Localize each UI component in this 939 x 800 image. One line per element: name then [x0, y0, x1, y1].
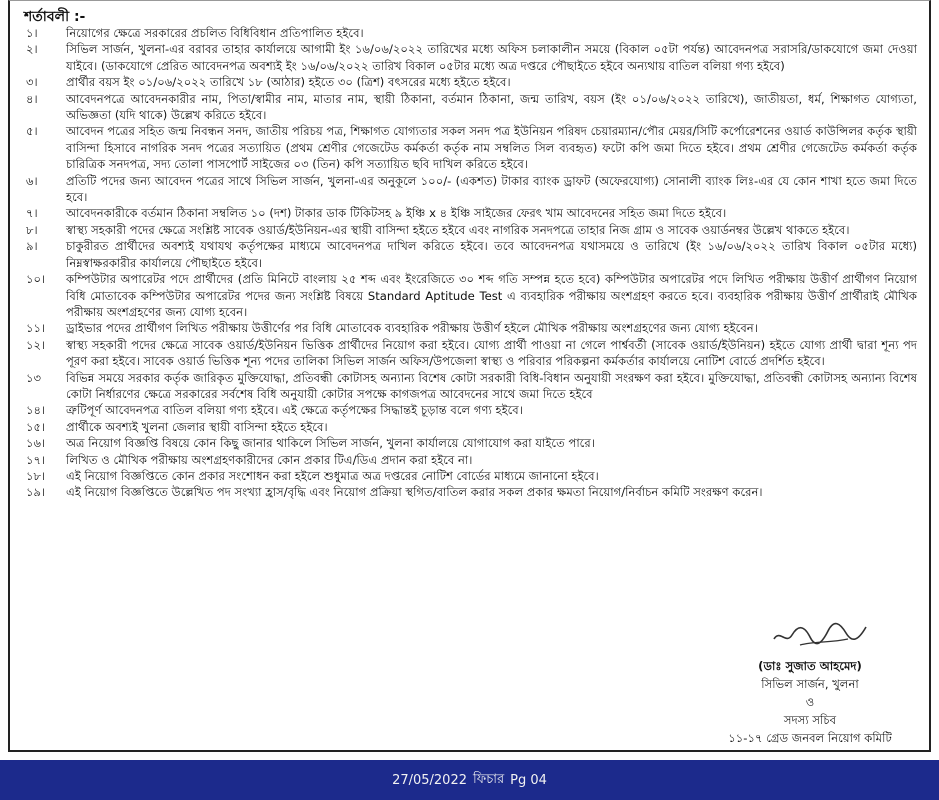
term-text: ত্রুটিপূর্ণ আবেদনপত্র বাতিল বলিয়া গণ্য হইবে। এই ক্ষেত্রে কর্তৃপক্ষের সিদ্ধান্তই চূড়ান্ত বলে গণ্য হইবে। [66, 403, 523, 418]
term-number: ১৬। [26, 436, 46, 451]
term-text: কম্পিউটার অপারেটর পদে প্রার্থীদের (প্রতি মিনিটে বাংলায় ২৫ শব্দ এবং ইংরেজিতে ৩০ শব্দ গতি সম্পন্ন হতে হবে) কম্পিউটার অপারেটর পদে লিখিত পরীক্ষায় উত্তীর্ণ প্রার্থীগণ নিয়োগ বিধি মোতাবেক কম্পিউটার অপারেটর পদের জন্য সংশ্লিষ্ট বিষয়ে Standard Aptitude Test এ ব্যবহারিক পরীক্ষায় অংশগ্রহণ করতে হবে। ব্যবহারিক পরীক্ষায় উত্তীর্ণ প্রার্থীরাই মৌখিক পরীক্ষায় অংশগ্রহণের জন্য যোগ্য হবেন। [66, 272, 918, 319]
term-text: সিভিল সার্জন, খুলনা-এর বরাবর তাহার কার্যালয়ে আগামী ইং ১৬/০৬/২০২২ তারিখের মধ্যে অফিস চলাকালীন সময়ে (বিকাল ০৫টা পর্যন্ত) আবেদনপত্র সরাসরি/ডাকযোগে জমা দেওয়া যাইবে। (ডাকযোগে প্রেরিত আবেদনপত্র অবশ্যই ইং ১৬/০৬/২০২২ তারিখ বিকাল ০৫টার মধ্যে অত্র দপ্তরে পৌছাইতে হইবে অন্যথায় বাতিল বলিয়া গণ্য হইবে) [66, 42, 917, 73]
term-item [10, 370, 929, 403]
term-text: আবেদনপত্রে আবেদনকারীর নাম, পিতা/স্বামীর নাম, মাতার নাম, স্থায়ী ঠিকানা, বর্তমান ঠিকানা, জন্ম তারিখ, বয়স (ইং ০১/০৬/২০২২ তারিখে), জাতীয়তা, ধর্ম, শিক্ষাগত যোগ্যতা, অভিজ্ঞতা (যদি থাকে) উল্লেখ করিতে হইবে। [66, 91, 917, 123]
term-text: এই নিয়োগ বিজ্ঞপ্তিতে উল্লেখিত পদ সংখ্যা হ্রাস/বৃদ্ধি এবং নিয়োগ প্রক্রিয়া স্থগিত/বাতিল করার সকল প্রকার ক্ষমতা নিয়োগ/নির্বাচন কমিটি সংরক্ষণ করেন। [66, 485, 763, 500]
signature-block [700, 657, 920, 747]
term-text: অত্র নিয়োগ বিজ্ঞপ্তি বিষয়ে কোন কিছু জানার থাকিলে সিভিল সার্জন, খুলনা কার্যালয়ে যোগাযোগ করা যাইতে পারে। [66, 436, 595, 451]
term-item [10, 123, 929, 172]
signatory-name: (ডাঃ সুজাত আহমেদ) [758, 659, 862, 673]
term-number: ১৯। [26, 485, 46, 500]
term-item [10, 238, 929, 271]
term-number: ৯। [26, 239, 38, 254]
term-item [10, 435, 929, 451]
term-item [10, 74, 929, 90]
term-number: ৪। [26, 91, 38, 106]
term-text: আবেদন পত্রের সহিত জন্ম নিবন্ধন সনদ, জাতীয় পরিচয় পত্র, শিক্ষাগত যোগ্যতার সকল সনদ পত্র ইউনিয়ন পরিষদ চেয়ারম্যান/পৌর মেয়র/সিটি কর্পোরেশনের ওয়ার্ড কাউন্সিলর কর্তৃক স্থায়ী বাসিন্দা হিসাবে নাগরিক সনদ পত্রের সত্যায়িত (প্রথম শ্রেণীর গেজেটেড কর্মকর্তা কর্তৃক নাম সম্বলিত সিল ব্যবহৃত) ফটো কপি জমা দিতে হইবে। প্রথম শ্রেণীর গেজেটেড কর্মকর্তা কর্তৃক চারিত্রিক সনদপত্র, সদ্য তোলা পাসপোর্ট সাইজের ০৩ (তিন) কপি সত্যায়িত ছবি দাখিল করিতে হইবে। [66, 124, 917, 172]
term-item [10, 452, 929, 468]
footer-page: Pg 04 [510, 772, 547, 788]
term-text: প্রার্থীর বয়স ইং ০১/০৬/২০২২ তারিখে ১৮ (আঠার) হইতে ৩০ (ত্রিশ) বৎসরের মধ্যে হইতে হইবে। [66, 75, 511, 90]
terms-heading: শর্তাবলী :- [24, 9, 86, 25]
term-item [10, 337, 929, 370]
term-number: ১৪। [26, 403, 46, 418]
notice-document [8, 0, 931, 752]
term-number: ১৫। [26, 419, 46, 434]
term-number: ১। [26, 26, 38, 40]
term-number: ৫। [26, 124, 38, 139]
term-item [10, 41, 929, 74]
term-item [10, 402, 929, 418]
footer-section: ফিচার [473, 771, 505, 787]
term-number: ৬। [26, 173, 38, 188]
term-item [10, 205, 929, 221]
term-number: ১২। [26, 337, 46, 352]
term-text: প্রার্থীকে অবশ্যই খুলনা জেলার স্থায়ী বাসিন্দা হইতে হইবে। [66, 419, 328, 434]
terms-list [10, 25, 929, 501]
term-text: বিভিন্ন সময়ে সরকার কর্তৃক জারিকৃত মুক্তিযোদ্ধা, প্রতিবন্ধী কোটাসহ অন্যান্য বিশেষ কোটা সরকারী বিধি-বিধান অনুযায়ী সংরক্ষণ করা হইবে। মুক্তিযোদ্ধা, প্রতিবন্ধী কোটাসহ অন্যান্য বিশেষ কোটা নির্ধারণের ক্ষেত্রে সরকারের সর্বশেষ বিধি অনুযায়ী কোটার সপক্ষে কাগজপত্র আবেদনের সাথে জমা দিতে হইবে [66, 370, 917, 401]
term-item [10, 271, 929, 320]
term-number: ১১। [26, 321, 46, 336]
footer-date: 27/05/2022 [392, 772, 467, 788]
term-text: চাকুরীরত প্রার্থীদের অবশ্যই যথাযথ কর্তৃপক্ষের মাধ্যমে আবেদনপত্র দাখিল করিতে হইবে। তবে আবেদনপত্র যথাসময়ে ও তারিখে (ইং ১৬/০৬/২০২২ তারিখ বিকাল ০৫টার মধ্যে) নিম্নস্বাক্ষরকারীর কার্যালয়ে পৌছাইতে হইবে। [66, 239, 917, 270]
footer-bar [0, 760, 939, 800]
term-item [10, 173, 929, 206]
term-number: ২। [26, 42, 38, 57]
term-text: আবেদনকারীকে বর্তমান ঠিকানা সম্বলিত ১০ (দশ) টাকার ডাক টিকিটসহ ৯ ইঞ্চি x ৪ ইঞ্চি সাইজের ফেরৎ খাম আবেদনের সহিত জমা দিতে হইবে। [66, 206, 727, 221]
term-item [10, 484, 929, 500]
term-text: ড্রাইভার পদের প্রার্থীগণ লিখিত পরীক্ষায় উত্তীর্ণের পর বিধি মোতাবেক ব্যবহারিক পরীক্ষায় উত্তীর্ণ হইলে মৌখিক পরীক্ষায় অংশগ্রহণের জন্য যোগ্য হইবেন। [66, 321, 758, 336]
term-item [10, 320, 929, 336]
term-text: প্রতিটি পদের জন্য আবেদন পত্রের সাথে সিভিল সার্জন, খুলনা-এর অনুকূলে ১০০/- (একশত) টাকার ব্যাংক ড্রাফট (অফেরযোগ্য) সোনালী ব্যাংক লিঃ-এর যে কোন শাখা হতে জমা দিতে হবে। [66, 173, 917, 205]
term-number: ৭। [26, 206, 38, 221]
term-number: ১৮। [26, 468, 46, 483]
handwritten-signature [770, 611, 870, 651]
term-number: ১০। [26, 272, 46, 287]
term-number: ৮। [26, 222, 38, 237]
signatory-role: সদস্য সচিব [783, 713, 837, 727]
term-item [10, 91, 929, 124]
term-text: এই নিয়োগ বিজ্ঞপ্তিতে কোন প্রকার সংশোধন করা হইলে শুধুমাত্র অত্র দপ্তরের নোটিশ বোর্ডের মাধ্যমে জানানো হইবে। [66, 468, 599, 483]
term-text: স্বাস্থ্য সহকারী পদের ক্ষেত্রে সংশ্লিষ্ট সাবেক ওয়ার্ড/ইউনিয়ন-এর স্থায়ী বাসিন্দা হইতে হইবে এবং নাগরিক সনদপত্রে তাহার নিজ গ্রাম ও সাবেক ওয়ার্ডনম্বর উল্লেখ থাকতে হইবে। [66, 222, 850, 237]
term-number: ৩। [26, 75, 38, 90]
term-item [10, 25, 929, 41]
term-number: ১৭। [26, 452, 46, 467]
committee-name: ১১-১৭ গ্রেড জনবল নিয়োগ কমিটি [728, 731, 892, 745]
term-item [10, 419, 929, 435]
signatory-title: সিভিল সার্জন, খুলনা [761, 677, 859, 691]
term-item [10, 468, 929, 484]
term-number: ১৩ [26, 370, 42, 385]
term-text: লিখিত ও মৌখিক পরীক্ষায় অংশগ্রহণকারীদের কোন প্রকার টিএ/ডিএ প্রদান করা হইবে না। [66, 452, 473, 467]
signatory-conjunction: ও [805, 695, 815, 709]
term-text: স্বাস্থ্য সহকারী পদের ক্ষেত্রে সাবেক ওয়ার্ড/ইউনিয়ন ভিত্তিক প্রার্থীদের নিয়োগ করা হইবে। যোগ্য প্রার্থী পাওয়া না গেলে পার্শ্ববর্তী (সাবেক ওয়ার্ড/ইউনিয়ন) হইতে যোগ্য প্রার্থী দ্বারা শূন্য পদ পূরণ করা হইবে। সাবেক ওয়ার্ড ভিত্তিক শূন্য পদের তালিকা সিভিল সার্জন অফিস/উপজেলা স্বাস্থ্য ও পরিবার পরিকল্পনা কর্মকর্তার কার্যালয়ে নোটিশ বোর্ডে প্রদর্শিত হইবে। [66, 337, 917, 369]
term-item [10, 222, 929, 238]
term-text: নিয়োগের ক্ষেত্রে সরকারের প্রচলিত বিধিবিধান প্রতিপালিত হইবে। [66, 26, 364, 40]
